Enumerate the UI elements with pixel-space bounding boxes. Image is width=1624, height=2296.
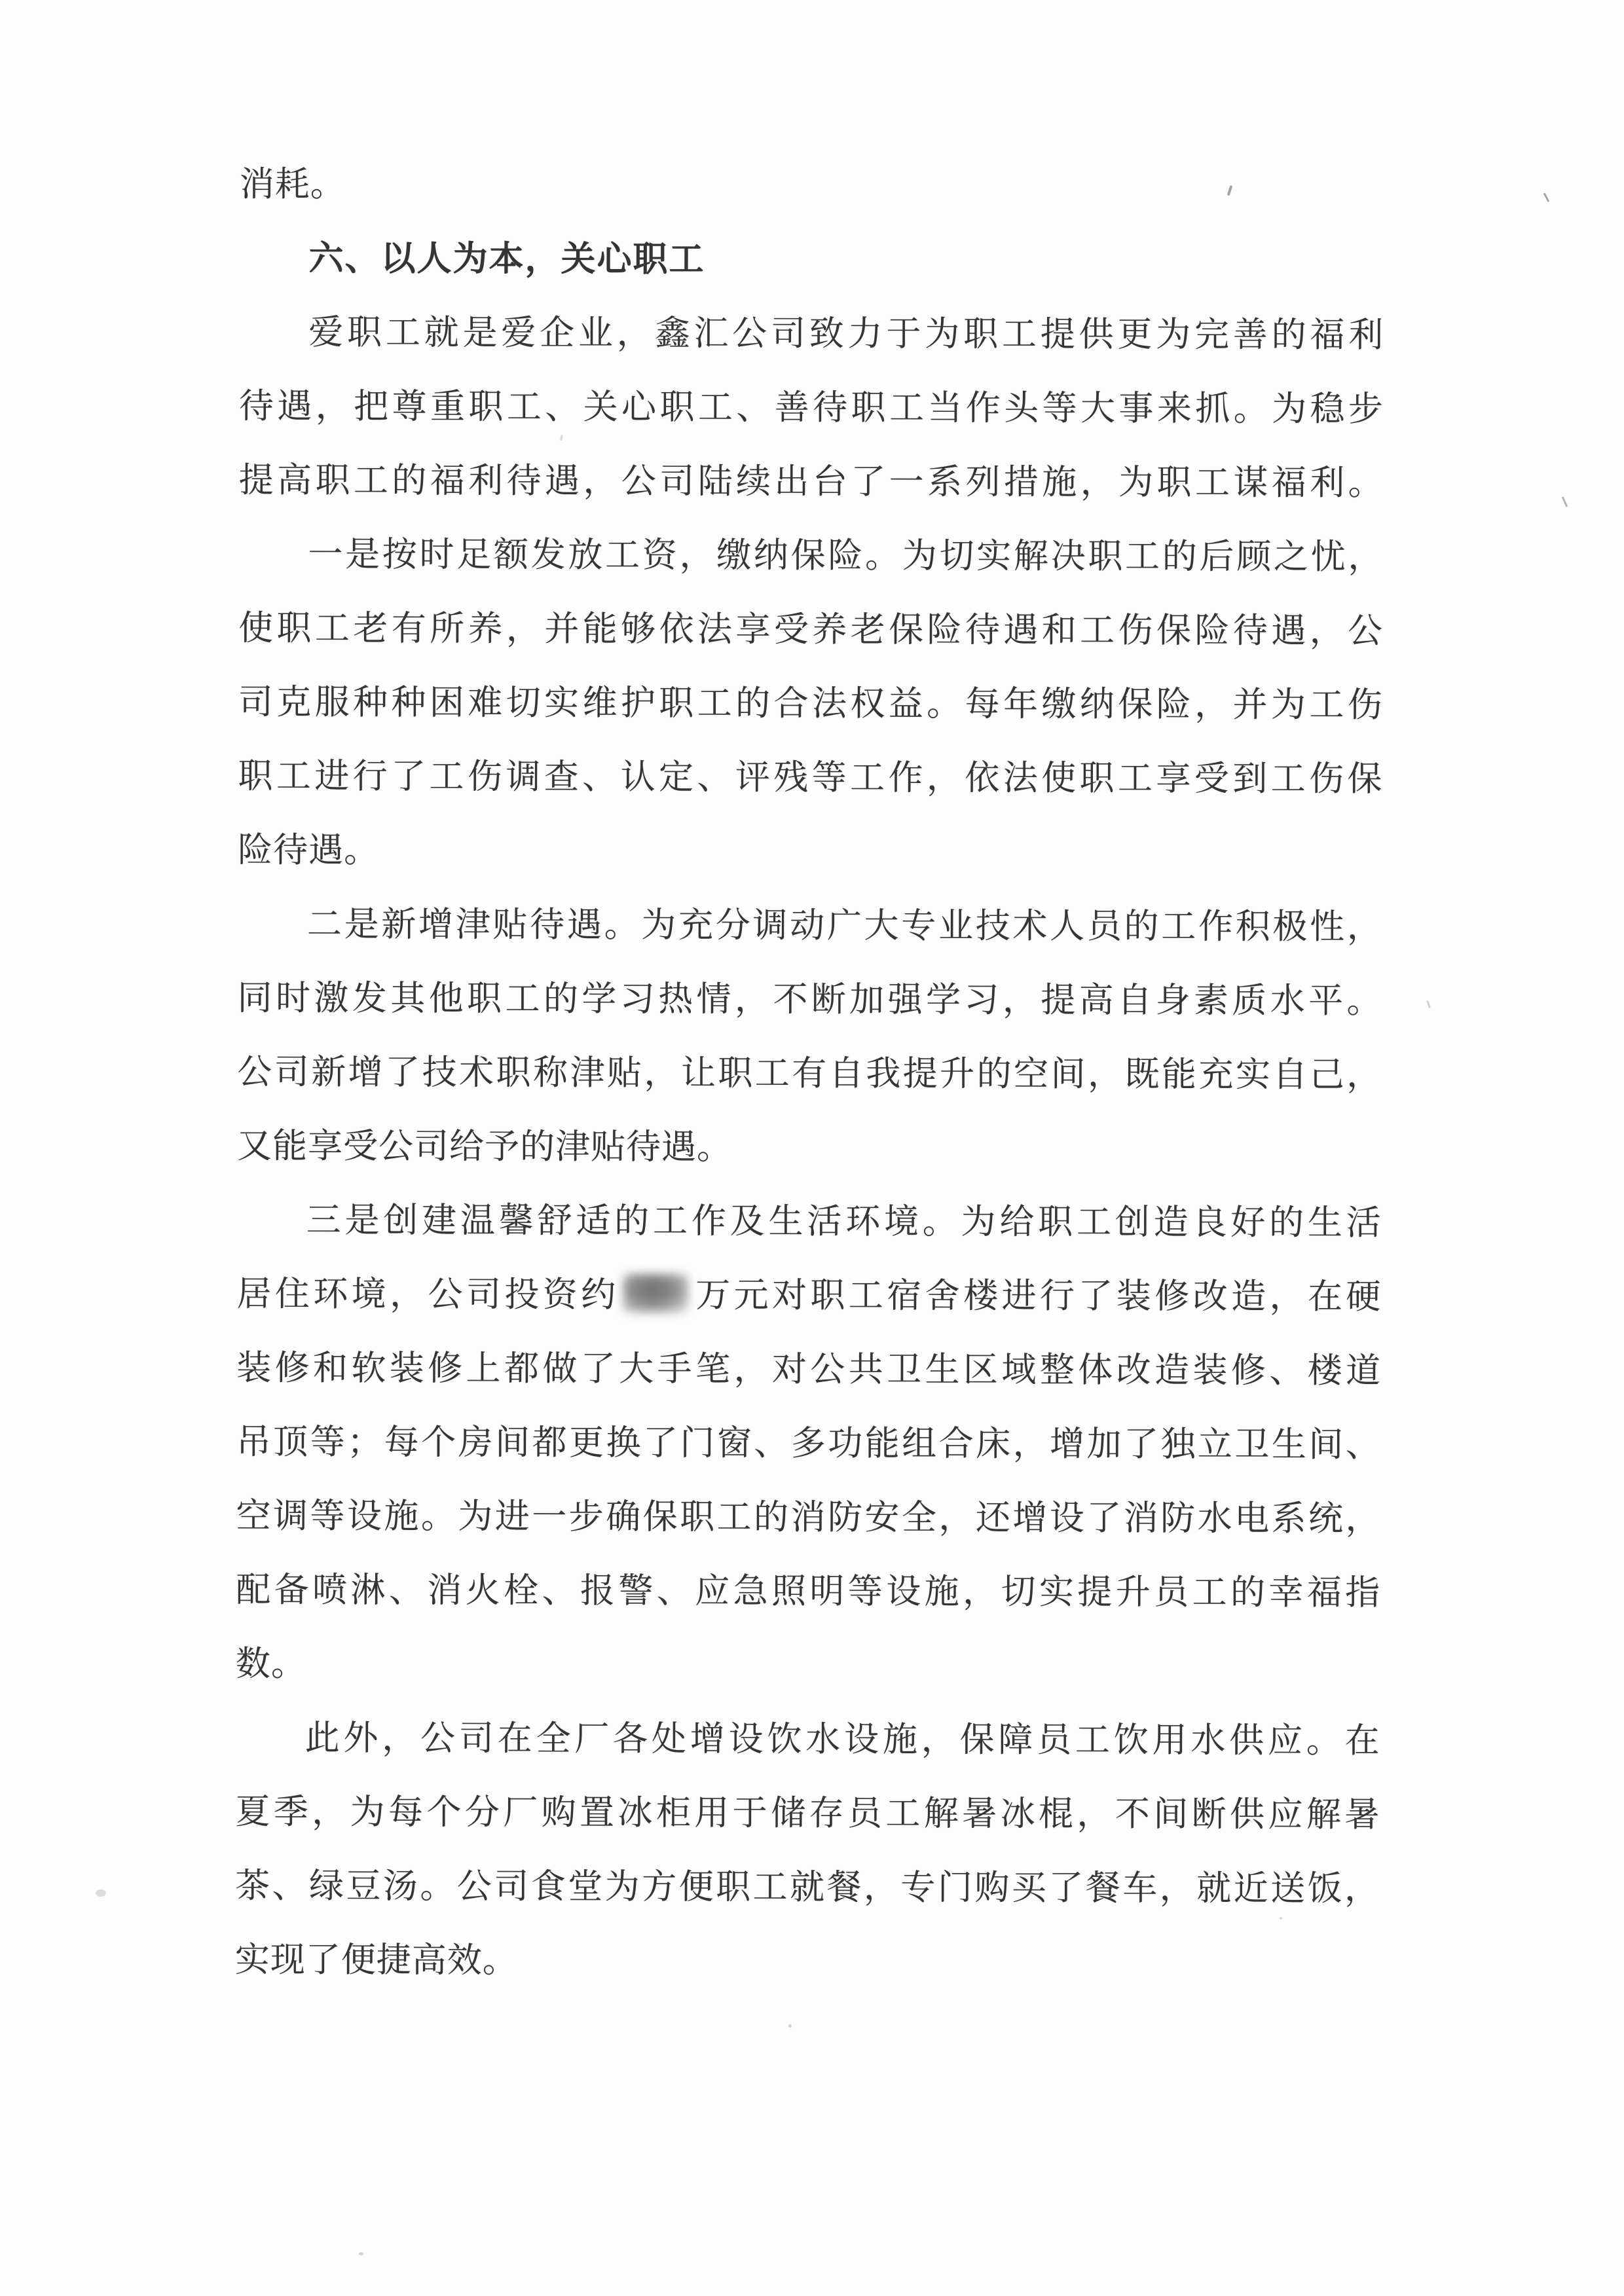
text-line: 使职工老有所养，并能够依法享受养老保险待遇和工伤保险待遇，公 [238, 609, 1384, 651]
section-heading: 六、以人为本，关心职工 [308, 240, 705, 279]
text-line: 一是按时足额发放工资，缴纳保险。为切实解决职工的后顾之忧， [308, 536, 1384, 577]
scan-speck [1543, 192, 1550, 202]
text-line: 数。 [235, 1645, 307, 1684]
text-line: 同时激发其他职工的学习热情，不断加强学习，提高自身素质水平。 [237, 979, 1382, 1021]
document-text [235, 148, 1384, 2001]
scan-speck [359, 2252, 363, 2255]
text-line: 险待遇。 [238, 831, 380, 870]
text-line: 爱职工就是爱企业，鑫汇公司致力于为职工提供更为完善的福利 [308, 314, 1384, 355]
text-segment: 居住环境，公司投资约 [236, 1275, 619, 1315]
text-line: 司克服种种困难切实维护职工的合法权益。每年缴纳保险，并为工伤 [238, 683, 1383, 725]
text-line: 配备喷淋、消火栓、报警、应急照明等设施，切实提升员工的幸福指 [236, 1571, 1381, 1613]
text-segment: 万元对职工宿舍楼进行了装修改造，在硬 [692, 1276, 1382, 1317]
text-line: 提高职工的福利待遇，公司陆续出台了一系列措施，为职工谋福利。 [238, 461, 1384, 503]
text-line: 此外，公司在全厂各处增设饮水设施，保障员工饮用水供应。在 [304, 1719, 1380, 1760]
text-line [236, 1258, 1381, 1335]
text-line: 待遇，把尊重职工、关心职工、善待职工当作头等大事来抓。为稳步 [238, 387, 1384, 429]
text-line: 装修和软装修上都做了大手笔，对公共卫生区域整体改造装修、楼道 [236, 1349, 1382, 1391]
text-line: 职工进行了工伤调查、认定、评残等工作，依法使职工享受到工伤保 [238, 757, 1383, 799]
scan-speck [1426, 1000, 1431, 1008]
text-line: 吊顶等；每个房间都更换了门窗、多功能组合床，增加了独立卫生间、 [236, 1423, 1381, 1465]
text-line: 空调等设施。为进一步确保职工的消防安全，还增设了消防水电系统， [236, 1497, 1381, 1539]
scan-speck [96, 1889, 106, 1897]
text-line: 公司新增了技术职称津贴，让职工有自我提升的空间，既能充实自己， [237, 1053, 1382, 1095]
scan-speck [1280, 1917, 1282, 1920]
text-line: 夏季，为每个分厂购置冰柜用于储存员工解暑冰棍，不间断供应解暑 [235, 1793, 1380, 1834]
text-line: 二是新增津贴待遇。为充分调动广大专业技术人员的工作积极性， [306, 905, 1382, 947]
scan-speck [1562, 496, 1568, 507]
redacted-amount [623, 1274, 689, 1313]
text-line: 实现了便捷高效。 [234, 1941, 518, 1980]
text-line: 又能享受公司给予的津贴待遇。 [236, 1127, 733, 1167]
text-line: 三是创建温馨舒适的工作及生活环境。为给职工创造良好的生活 [306, 1201, 1382, 1243]
text-line: 消耗。 [239, 165, 346, 204]
text-line: 茶、绿豆汤。公司食堂为方便职工就餐，专门购买了餐车，就近送饭， [234, 1867, 1380, 1908]
scan-speck [788, 2024, 792, 2028]
